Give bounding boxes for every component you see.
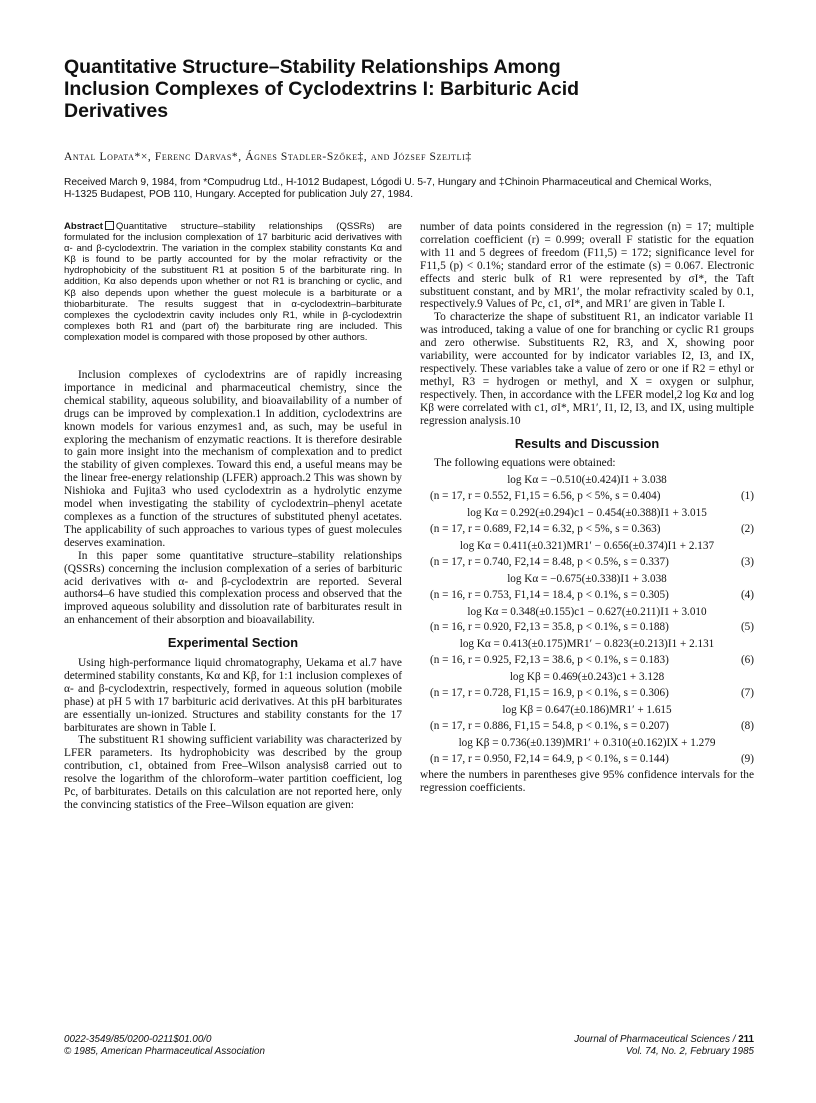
abstract — [64, 221, 402, 343]
equation-stats — [420, 621, 754, 634]
equation-stats — [420, 589, 754, 602]
journal-name: Journal of Pharmaceutical Sciences — [574, 1034, 731, 1045]
intro-paragraph: In this paper some quantitative structure–stability relationships (QSSRs) concerning the inclusion complexation of a series of barbituric acid derivatives with α- and β-cyclodextrin are reported. Several authors4–6 have studied this complexation process and observed that the improved aqueous solubility and dissolution rate of barbiturates result in an enhancement of their absorption and bioavailability. — [64, 549, 402, 627]
equation: log Kα = 0.413(±0.175)MR1′ − 0.823(±0.213)I1 + 2.131 — [459, 638, 715, 651]
journal-line: Journal of Pharmaceutical Sciences / 211 — [574, 1034, 754, 1045]
page-number: 211 — [738, 1034, 754, 1045]
equation: log Kα = −0.510(±0.424)I1 + 3.038 — [507, 474, 667, 487]
equation-number: (7) — [740, 687, 754, 700]
equation: log Kα = 0.292(±0.294)c1 − 0.454(±0.388)I1 + 3.015 — [467, 507, 707, 520]
received-line-1: Received March 9, 1984, from *Compudrug Ltd., H-1012 Budapest, Lógodi U. 5-7, Hungary and ‡Chinoin Pharmaceutical and Chemical Works, — [64, 177, 712, 188]
equation-number: (6) — [740, 654, 754, 667]
received-line-2: H-1325 Budapest, POB 110, Hungary. Accepted for publication July 27, 1984. — [64, 189, 414, 200]
equation-number: (9) — [740, 752, 754, 765]
equation: log Kβ = 0.647(±0.186)MR1′ + 1.615 — [502, 704, 672, 716]
section-heading: Results and Discussion — [514, 435, 660, 451]
experimental-paragraph: Using high-performance liquid chromatography, Uekama et al.7 have determined stability constants, Kα and Kβ, for 1:1 inclusion complexes of α- and β-cyclodextrin, respectively, formed in aqueous solution (mobile phase) at pH 5 with 17 barbituric acid derivatives. At this pH barbiturates are essentially un-ionized. Structures and stability constants for the 17 barbiturates are shown in Table I. — [64, 657, 402, 734]
abstract-label: Abstract — [64, 221, 103, 232]
equation: log Kα = −0.675(±0.338)I1 + 3.038 — [507, 572, 667, 585]
footer-left — [64, 1034, 424, 1057]
equation-number: (8) — [740, 719, 754, 732]
left-column — [64, 369, 402, 812]
equation-stats — [420, 753, 754, 766]
stats-text: (n = 16, r = 0.925, F2,13 = 38.6, p < 0.1%, s = 0.183) — [430, 654, 669, 667]
equation-stats — [420, 523, 754, 536]
square-icon — [105, 221, 114, 230]
stats-text: (n = 17, r = 0.950, F2,14 = 64.9, p < 0.1%, s = 0.144) — [430, 752, 669, 765]
abstract-text: Quantitative structure–stability relationships (QSSRs) are formulated for the inclusion complexation of 17 barbituric acid derivatives with α- and β-cyclodextrin. The variation in the complex stability constants Kα and Kβ is found to be partly accounted for by the molar refractivity or the hydrophobicity of the substituent R1 at position 5 of the barbiturate ring. In addition, Kα also depends upon whether or not R1 is branching or cyclic, and Kβ also depends upon whether the guest molecule is a barbiturate or a thiobarbiturate. The results suggest that in α-cyclodextrin–barbiturate complexes the cyclodextrin cavity includes only R1, while in β-cyclodextrin complexes both R1 and (part of) the barbiturate ring are included. This complexation model is compared with those proposed by other authors. — [64, 221, 402, 343]
equation-number: (5) — [740, 621, 754, 634]
stats-text: (n = 17, r = 0.552, F1,15 = 6.56, p < 5%, s = 0.404) — [430, 490, 661, 503]
issn-code: 0022-3549/85/0200-0211$01.00/0 — [64, 1034, 212, 1045]
article-title: Quantitative Structure–Stability Relationships Among Inclusion Complexes of Cyclodextrins I: Barbituric Acid Derivatives — [64, 56, 580, 122]
footer-right — [420, 1034, 754, 1057]
stats-text: (n = 16, r = 0.920, F2,13 = 35.8, p < 0.1%, s = 0.188) — [430, 621, 669, 634]
intro-paragraph: Inclusion complexes of cyclodextrins are of rapidly increasing importance in medicinal and pharmaceutical chemistry, since the chemical stability, aqueous solubility, and bioavailability of a number of drugs can be improved by complexation.1 In addition, cyclodextrins are known models for various enzymes1 and, as such, may be useful in exploring the mechanism of enzymatic reactions. It is therefore desirable to gain more insight into the mechanism of complexation and to predict the stability of given complexes. Toward this end, a useful means may be the linear free-energy relationship (LFER) approach.2 This was shown by Nishioka and Fujita3 who used cyclodextrin as a hydrolytic enzyme model when investigating the stability of cyclodextrin–phenyl acetate complexes as a function of the structures of substituted phenyl acetates. The applicability of such approaches to various types of guest molecules deserves examination. — [64, 369, 402, 549]
equation-number: (2) — [740, 523, 754, 536]
equation-number: (1) — [740, 490, 754, 503]
right-column — [420, 221, 754, 794]
equation: log Kα = 0.411(±0.321)MR1′ − 0.656(±0.374)I1 + 2.137 — [459, 539, 715, 552]
equation: log Kα = 0.348(±0.155)c1 − 0.627(±0.211)I1 + 3.010 — [467, 605, 707, 618]
experimental-paragraph: The substituent R1 showing sufficient variability was characterized by LFER parameters. Its hydrophobicity was described by the group contribution, c1, obtained from Free–Wilson analysis8 carried out to resolve the logarithm of the chloroform–water partition coefficient, log Pc, of barbiturates. Details on this calculation are not reported here, only the convincing statistics of the Free–Wilson equation are given: — [64, 734, 402, 811]
stats-text: (n = 17, r = 0.689, F2,14 = 6.32, p < 5%, s = 0.363) — [430, 523, 661, 536]
results-intro: The following equations were obtained: — [434, 457, 616, 470]
equation-stats — [420, 687, 754, 700]
equations-note: where the numbers in parentheses give 95% confidence intervals for the regression coefficients. — [420, 768, 754, 794]
equation-stats — [420, 556, 754, 569]
section-heading: Experimental Section — [167, 635, 299, 651]
author-list: Antal Lopata*×, Ferenc Darvas*, Ágnes Stadler-Szőke‡, and József Szejtli‡ — [64, 151, 472, 163]
equation-number: (4) — [740, 588, 754, 601]
equation-stats — [420, 490, 754, 503]
equation-stats — [420, 720, 754, 733]
stats-paragraph: number of data points considered in the regression (n) = 17; multiple correlation coefficient (r) = 0.999; overall F statistic for the equation with 11 and 5 degrees of freedom (F11,5) = 172; significance level for F11,5 (p) < 0.1%; standard error of the estimate (s) = 0.067. Electronic effects and steric bulk of R1 were represented by σI*, the Taft substituent constant, and by MR1′, the molar refractivity scaled by 0.1, respectively.9 Values of Pc, c1, σI*, and MR1′ are given in Table I. — [420, 221, 754, 311]
methods-paragraph: To characterize the shape of substituent R1, an indicator variable I1 was introduced, taking a value of one for branching or cyclic R1 groups and zero otherwise. Substituents R2, R3, and X, showing poor variability, were accounted for by indicator variables I2, I3, and IX, respectively. These variables take a value of zero or one if R2 = ethyl or methyl, R3 = hydrogen or methyl, and X = oxygen or sulphur, respectively. Then, in accordance with the LFER model,2 log Kα and log Kβ were correlated with c1, σI*, MR1′, I1, I2, I3, and IX, using multiple regression analysis.10 — [420, 311, 754, 427]
received-info — [64, 177, 764, 201]
equation-number: (3) — [740, 555, 754, 568]
equation: log Kβ = 0.469(±0.243)c1 + 3.128 — [509, 671, 665, 684]
copyright-line: © 1985, American Pharmaceutical Association — [64, 1045, 265, 1057]
stats-text: (n = 17, r = 0.886, F1,15 = 54.8, p < 0.1%, s = 0.207) — [430, 719, 669, 732]
stats-text: (n = 17, r = 0.728, F1,15 = 16.9, p < 0.1%, s = 0.306) — [430, 687, 669, 700]
volume-line: Vol. 74, No. 2, February 1985 — [625, 1045, 754, 1057]
equation: log Kβ = 0.736(±0.139)MR1′ + 0.310(±0.162)IX + 1.279 — [458, 736, 716, 749]
equation-stats — [420, 654, 754, 667]
stats-text: (n = 16, r = 0.753, F1,14 = 18.4, p < 0.1%, s = 0.305) — [430, 588, 669, 601]
equation-block — [420, 474, 754, 765]
stats-text: (n = 17, r = 0.740, F2,14 = 8.48, p < 0.5%, s = 0.337) — [430, 555, 669, 568]
